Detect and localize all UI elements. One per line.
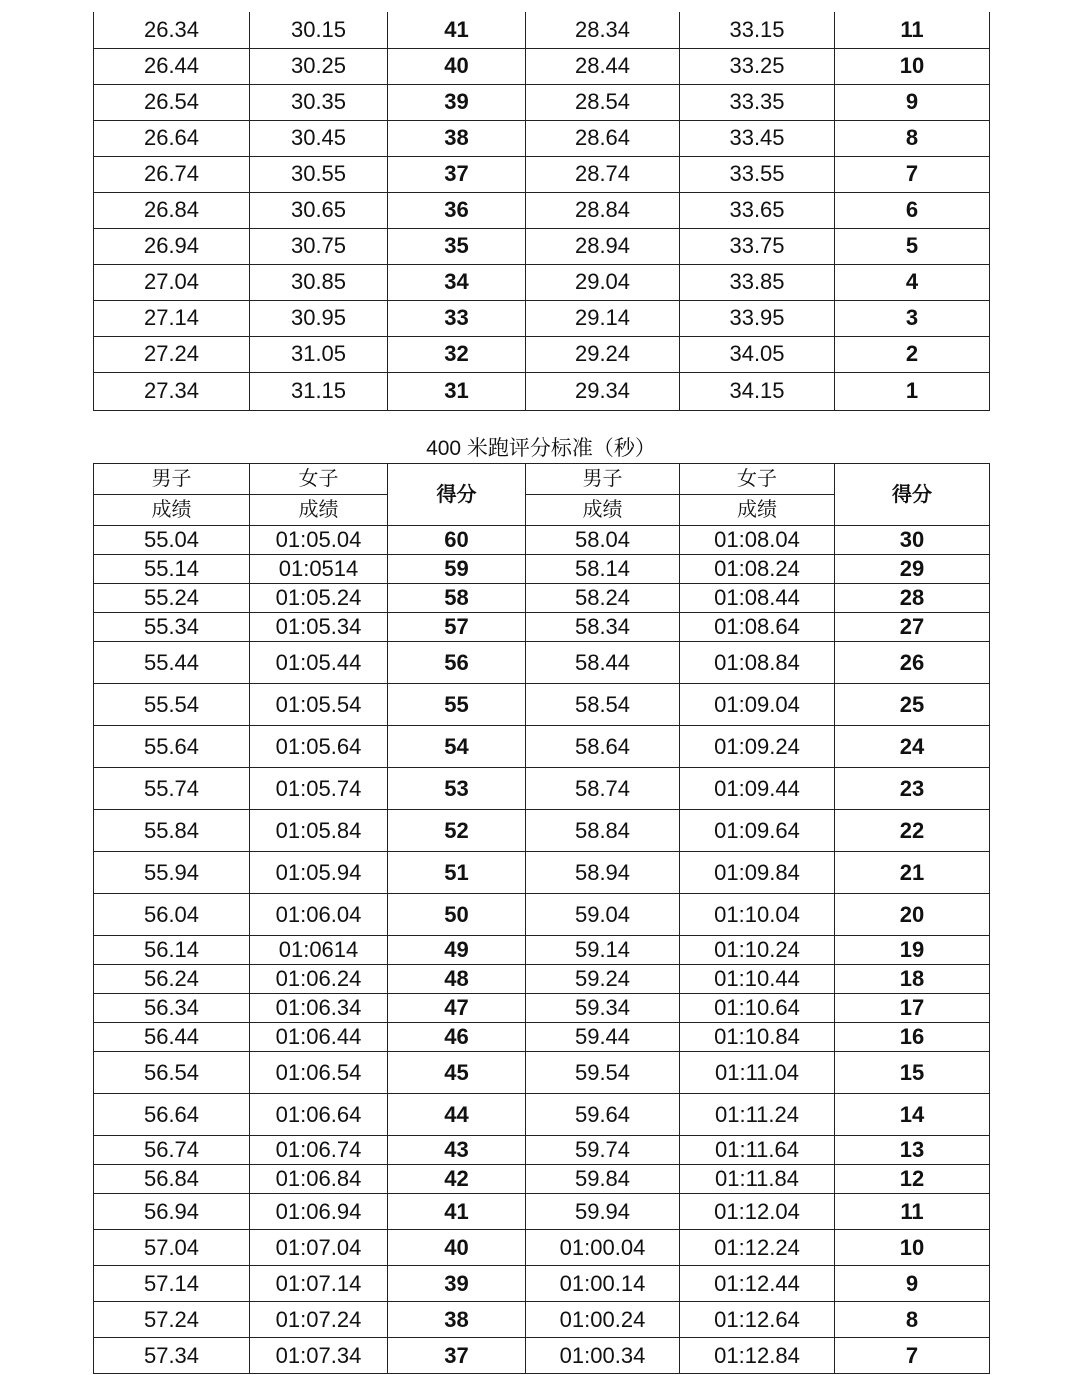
female-result-cell: 01:06.84 xyxy=(250,1165,388,1194)
male-result-cell: 59.54 xyxy=(526,1052,680,1094)
score-table-row xyxy=(94,1094,990,1136)
score-table-row xyxy=(94,936,990,965)
score-cell: 32 xyxy=(388,336,526,372)
female-result-cell: 01:11.24 xyxy=(680,1094,835,1136)
female-result-cell: 01:09.64 xyxy=(680,810,835,852)
score-table-row xyxy=(94,1266,990,1302)
male-result-cell: 58.74 xyxy=(526,768,680,810)
female-result-cell: 30.25 xyxy=(250,48,388,84)
male-result-cell: 55.94 xyxy=(94,852,250,894)
male-result-cell: 26.34 xyxy=(94,12,250,48)
top-table-row xyxy=(94,300,990,336)
female-result-cell: 01:09.04 xyxy=(680,684,835,726)
score-cell: 11 xyxy=(835,12,990,48)
score-table-row xyxy=(94,1338,990,1374)
score-cell: 5 xyxy=(835,228,990,264)
female-result-cell: 30.15 xyxy=(250,12,388,48)
header-male-1: 男子 xyxy=(94,464,250,495)
female-result-cell: 33.75 xyxy=(680,228,835,264)
female-result-cell: 30.65 xyxy=(250,192,388,228)
score-cell: 20 xyxy=(835,894,990,936)
score-cell: 23 xyxy=(835,768,990,810)
score-cell: 1 xyxy=(835,372,990,410)
male-result-cell: 28.84 xyxy=(526,192,680,228)
female-result-cell: 34.15 xyxy=(680,372,835,410)
female-result-cell: 01:08.84 xyxy=(680,642,835,684)
header-male-2: 男子 xyxy=(526,464,680,495)
score-cell: 31 xyxy=(388,372,526,410)
male-result-cell: 26.64 xyxy=(94,120,250,156)
male-result-cell: 56.94 xyxy=(94,1194,250,1230)
score-table-row xyxy=(94,1194,990,1230)
score-cell: 2 xyxy=(835,336,990,372)
score-table-row xyxy=(94,1302,990,1338)
score-cell: 30 xyxy=(835,526,990,555)
female-result-cell: 01:06.44 xyxy=(250,1023,388,1052)
score-table-row xyxy=(94,613,990,642)
male-result-cell: 57.04 xyxy=(94,1230,250,1266)
score-cell: 37 xyxy=(388,156,526,192)
score-cell: 53 xyxy=(388,768,526,810)
score-cell: 18 xyxy=(835,965,990,994)
header-score-1: 得分 xyxy=(388,464,526,526)
female-result-cell: 01:06.34 xyxy=(250,994,388,1023)
female-result-cell: 30.45 xyxy=(250,120,388,156)
header-score-2: 得分 xyxy=(835,464,990,526)
male-result-cell: 57.24 xyxy=(94,1302,250,1338)
score-table-row xyxy=(94,584,990,613)
score-table-row xyxy=(94,852,990,894)
score-cell: 52 xyxy=(388,810,526,852)
female-result-cell: 34.05 xyxy=(680,336,835,372)
female-result-cell: 01:08.24 xyxy=(680,555,835,584)
top-score-table xyxy=(93,12,990,411)
male-result-cell: 57.14 xyxy=(94,1266,250,1302)
male-result-cell: 55.14 xyxy=(94,555,250,584)
score-table-row xyxy=(94,768,990,810)
score-cell: 11 xyxy=(835,1194,990,1230)
score-table-row xyxy=(94,1230,990,1266)
male-result-cell: 59.64 xyxy=(526,1094,680,1136)
female-result-cell: 01:08.04 xyxy=(680,526,835,555)
score-cell: 46 xyxy=(388,1023,526,1052)
female-result-cell: 01:12.64 xyxy=(680,1302,835,1338)
male-result-cell: 58.34 xyxy=(526,613,680,642)
female-result-cell: 30.95 xyxy=(250,300,388,336)
top-table-row xyxy=(94,156,990,192)
score-cell: 12 xyxy=(835,1165,990,1194)
male-result-cell: 59.94 xyxy=(526,1194,680,1230)
female-result-cell: 01:10.24 xyxy=(680,936,835,965)
header-female-1: 女子 xyxy=(250,464,388,495)
male-result-cell: 56.14 xyxy=(94,936,250,965)
score-cell: 55 xyxy=(388,684,526,726)
score-table-400m xyxy=(93,463,990,1374)
score-cell: 26 xyxy=(835,642,990,684)
male-result-cell: 56.44 xyxy=(94,1023,250,1052)
male-result-cell: 59.34 xyxy=(526,994,680,1023)
male-result-cell: 26.94 xyxy=(94,228,250,264)
male-result-cell: 01:00.14 xyxy=(526,1266,680,1302)
score-table-row xyxy=(94,526,990,555)
top-table-row xyxy=(94,84,990,120)
female-result-cell: 01:12.24 xyxy=(680,1230,835,1266)
score-cell: 13 xyxy=(835,1136,990,1165)
female-result-cell: 30.85 xyxy=(250,264,388,300)
male-result-cell: 58.44 xyxy=(526,642,680,684)
score-cell: 41 xyxy=(388,1194,526,1230)
score-cell: 41 xyxy=(388,12,526,48)
male-result-cell: 55.64 xyxy=(94,726,250,768)
female-result-cell: 33.45 xyxy=(680,120,835,156)
female-result-cell: 01:06.24 xyxy=(250,965,388,994)
female-result-cell: 01:07.04 xyxy=(250,1230,388,1266)
top-table-body xyxy=(94,12,990,410)
male-result-cell: 28.64 xyxy=(526,120,680,156)
score-cell: 51 xyxy=(388,852,526,894)
score-cell: 8 xyxy=(835,120,990,156)
score-cell: 42 xyxy=(388,1165,526,1194)
male-result-cell: 56.34 xyxy=(94,994,250,1023)
score-cell: 3 xyxy=(835,300,990,336)
header-male-result-2: 成绩 xyxy=(526,495,680,526)
score-cell: 27 xyxy=(835,613,990,642)
female-result-cell: 33.55 xyxy=(680,156,835,192)
section-title: 400 米跑评分标准（秒） xyxy=(426,437,656,460)
male-result-cell: 57.34 xyxy=(94,1338,250,1374)
male-result-cell: 26.44 xyxy=(94,48,250,84)
score-cell: 39 xyxy=(388,1266,526,1302)
score-cell: 10 xyxy=(835,1230,990,1266)
female-result-cell: 01:10.64 xyxy=(680,994,835,1023)
male-result-cell: 56.74 xyxy=(94,1136,250,1165)
score-table-row xyxy=(94,684,990,726)
male-result-cell: 58.24 xyxy=(526,584,680,613)
score-table-row xyxy=(94,1052,990,1094)
score-cell: 35 xyxy=(388,228,526,264)
male-result-cell: 28.44 xyxy=(526,48,680,84)
score-cell: 15 xyxy=(835,1052,990,1094)
score-cell: 50 xyxy=(388,894,526,936)
header-female-result-2: 成绩 xyxy=(680,495,835,526)
score-cell: 7 xyxy=(835,156,990,192)
female-result-cell: 01:09.44 xyxy=(680,768,835,810)
score-table-row xyxy=(94,555,990,584)
male-result-cell: 55.84 xyxy=(94,810,250,852)
score-cell: 16 xyxy=(835,1023,990,1052)
top-table-row xyxy=(94,228,990,264)
score-cell: 24 xyxy=(835,726,990,768)
score-table-row xyxy=(94,965,990,994)
header-female-2: 女子 xyxy=(680,464,835,495)
score-cell: 48 xyxy=(388,965,526,994)
male-result-cell: 59.84 xyxy=(526,1165,680,1194)
score-table-row xyxy=(94,726,990,768)
score-cell: 9 xyxy=(835,84,990,120)
male-result-cell: 01:00.34 xyxy=(526,1338,680,1374)
female-result-cell: 01:05.74 xyxy=(250,768,388,810)
male-result-cell: 58.84 xyxy=(526,810,680,852)
score-cell: 33 xyxy=(388,300,526,336)
male-result-cell: 27.04 xyxy=(94,264,250,300)
female-result-cell: 01:11.04 xyxy=(680,1052,835,1094)
score-table-row xyxy=(94,810,990,852)
female-result-cell: 01:05.44 xyxy=(250,642,388,684)
male-result-cell: 27.24 xyxy=(94,336,250,372)
male-result-cell: 26.54 xyxy=(94,84,250,120)
score-cell: 34 xyxy=(388,264,526,300)
male-result-cell: 29.04 xyxy=(526,264,680,300)
male-result-cell: 28.94 xyxy=(526,228,680,264)
female-result-cell: 33.25 xyxy=(680,48,835,84)
male-result-cell: 55.04 xyxy=(94,526,250,555)
male-result-cell: 55.54 xyxy=(94,684,250,726)
male-result-cell: 28.54 xyxy=(526,84,680,120)
female-result-cell: 01:11.64 xyxy=(680,1136,835,1165)
score-table-row xyxy=(94,1136,990,1165)
score-cell: 56 xyxy=(388,642,526,684)
score-table-row xyxy=(94,994,990,1023)
male-result-cell: 59.04 xyxy=(526,894,680,936)
top-table-row xyxy=(94,192,990,228)
male-result-cell: 58.54 xyxy=(526,684,680,726)
female-result-cell: 01:10.04 xyxy=(680,894,835,936)
female-result-cell: 01:10.44 xyxy=(680,965,835,994)
female-result-cell: 30.75 xyxy=(250,228,388,264)
male-result-cell: 29.24 xyxy=(526,336,680,372)
male-result-cell: 27.34 xyxy=(94,372,250,410)
male-result-cell: 55.74 xyxy=(94,768,250,810)
score-cell: 22 xyxy=(835,810,990,852)
female-result-cell: 01:12.84 xyxy=(680,1338,835,1374)
male-result-cell: 58.14 xyxy=(526,555,680,584)
male-result-cell: 55.34 xyxy=(94,613,250,642)
female-result-cell: 01:07.14 xyxy=(250,1266,388,1302)
female-result-cell: 01:06.64 xyxy=(250,1094,388,1136)
female-result-cell: 01:09.84 xyxy=(680,852,835,894)
score-cell: 36 xyxy=(388,192,526,228)
female-result-cell: 01:10.84 xyxy=(680,1023,835,1052)
female-result-cell: 01:08.44 xyxy=(680,584,835,613)
male-result-cell: 26.74 xyxy=(94,156,250,192)
score-cell: 58 xyxy=(388,584,526,613)
score-table-row xyxy=(94,894,990,936)
male-result-cell: 28.34 xyxy=(526,12,680,48)
score-cell: 9 xyxy=(835,1266,990,1302)
male-result-cell: 55.24 xyxy=(94,584,250,613)
score-cell: 38 xyxy=(388,1302,526,1338)
score-cell: 43 xyxy=(388,1136,526,1165)
female-result-cell: 33.95 xyxy=(680,300,835,336)
female-result-cell: 01:05.94 xyxy=(250,852,388,894)
male-result-cell: 28.74 xyxy=(526,156,680,192)
female-result-cell: 33.15 xyxy=(680,12,835,48)
score-cell: 28 xyxy=(835,584,990,613)
female-result-cell: 31.05 xyxy=(250,336,388,372)
score-cell: 8 xyxy=(835,1302,990,1338)
female-result-cell: 01:05.84 xyxy=(250,810,388,852)
female-result-cell: 33.35 xyxy=(680,84,835,120)
header-row-1 xyxy=(94,464,990,495)
female-result-cell: 01:12.44 xyxy=(680,1266,835,1302)
score-cell: 40 xyxy=(388,1230,526,1266)
score-cell: 6 xyxy=(835,192,990,228)
female-result-cell: 01:05.34 xyxy=(250,613,388,642)
score-cell: 47 xyxy=(388,994,526,1023)
female-result-cell: 31.15 xyxy=(250,372,388,410)
score-table-row xyxy=(94,642,990,684)
top-table-row xyxy=(94,372,990,410)
male-result-cell: 26.84 xyxy=(94,192,250,228)
score-cell: 4 xyxy=(835,264,990,300)
female-result-cell: 01:09.24 xyxy=(680,726,835,768)
top-table-row xyxy=(94,12,990,48)
score-cell: 7 xyxy=(835,1338,990,1374)
female-result-cell: 01:05.64 xyxy=(250,726,388,768)
male-result-cell: 29.14 xyxy=(526,300,680,336)
score-cell: 21 xyxy=(835,852,990,894)
male-result-cell: 58.94 xyxy=(526,852,680,894)
female-result-cell: 01:06.54 xyxy=(250,1052,388,1094)
female-result-cell: 01:07.24 xyxy=(250,1302,388,1338)
header-male-result-1: 成绩 xyxy=(94,495,250,526)
female-result-cell: 01:06.74 xyxy=(250,1136,388,1165)
female-result-cell: 01:05.24 xyxy=(250,584,388,613)
male-result-cell: 01:00.24 xyxy=(526,1302,680,1338)
score-table-row xyxy=(94,1023,990,1052)
female-result-cell: 01:06.04 xyxy=(250,894,388,936)
male-result-cell: 59.14 xyxy=(526,936,680,965)
male-result-cell: 56.04 xyxy=(94,894,250,936)
female-result-cell: 33.65 xyxy=(680,192,835,228)
male-result-cell: 01:00.04 xyxy=(526,1230,680,1266)
top-table-row xyxy=(94,48,990,84)
male-result-cell: 56.84 xyxy=(94,1165,250,1194)
female-result-cell: 01:0514 xyxy=(250,555,388,584)
score-cell: 54 xyxy=(388,726,526,768)
male-result-cell: 29.34 xyxy=(526,372,680,410)
female-result-cell: 30.35 xyxy=(250,84,388,120)
male-result-cell: 58.64 xyxy=(526,726,680,768)
male-result-cell: 58.04 xyxy=(526,526,680,555)
score-cell: 44 xyxy=(388,1094,526,1136)
score-cell: 17 xyxy=(835,994,990,1023)
bottom-table-body xyxy=(94,464,990,1374)
score-table-row xyxy=(94,1165,990,1194)
top-table-row xyxy=(94,336,990,372)
score-cell: 19 xyxy=(835,936,990,965)
male-result-cell: 59.24 xyxy=(526,965,680,994)
female-result-cell: 01:08.64 xyxy=(680,613,835,642)
male-result-cell: 59.74 xyxy=(526,1136,680,1165)
score-cell: 38 xyxy=(388,120,526,156)
top-table-row xyxy=(94,264,990,300)
score-cell: 10 xyxy=(835,48,990,84)
score-cell: 37 xyxy=(388,1338,526,1374)
header-female-result-1: 成绩 xyxy=(250,495,388,526)
score-cell: 60 xyxy=(388,526,526,555)
score-cell: 14 xyxy=(835,1094,990,1136)
male-result-cell: 59.44 xyxy=(526,1023,680,1052)
female-result-cell: 01:07.34 xyxy=(250,1338,388,1374)
male-result-cell: 56.54 xyxy=(94,1052,250,1094)
female-result-cell: 01:11.84 xyxy=(680,1165,835,1194)
score-cell: 49 xyxy=(388,936,526,965)
female-result-cell: 01:05.54 xyxy=(250,684,388,726)
male-result-cell: 56.64 xyxy=(94,1094,250,1136)
female-result-cell: 01:12.04 xyxy=(680,1194,835,1230)
score-cell: 57 xyxy=(388,613,526,642)
score-cell: 29 xyxy=(835,555,990,584)
score-cell: 59 xyxy=(388,555,526,584)
female-result-cell: 33.85 xyxy=(680,264,835,300)
score-cell: 45 xyxy=(388,1052,526,1094)
male-result-cell: 27.14 xyxy=(94,300,250,336)
male-result-cell: 56.24 xyxy=(94,965,250,994)
female-result-cell: 01:06.94 xyxy=(250,1194,388,1230)
score-cell: 40 xyxy=(388,48,526,84)
male-result-cell: 55.44 xyxy=(94,642,250,684)
female-result-cell: 01:05.04 xyxy=(250,526,388,555)
top-table-row xyxy=(94,120,990,156)
score-cell: 25 xyxy=(835,684,990,726)
female-result-cell: 01:0614 xyxy=(250,936,388,965)
female-result-cell: 30.55 xyxy=(250,156,388,192)
score-cell: 39 xyxy=(388,84,526,120)
